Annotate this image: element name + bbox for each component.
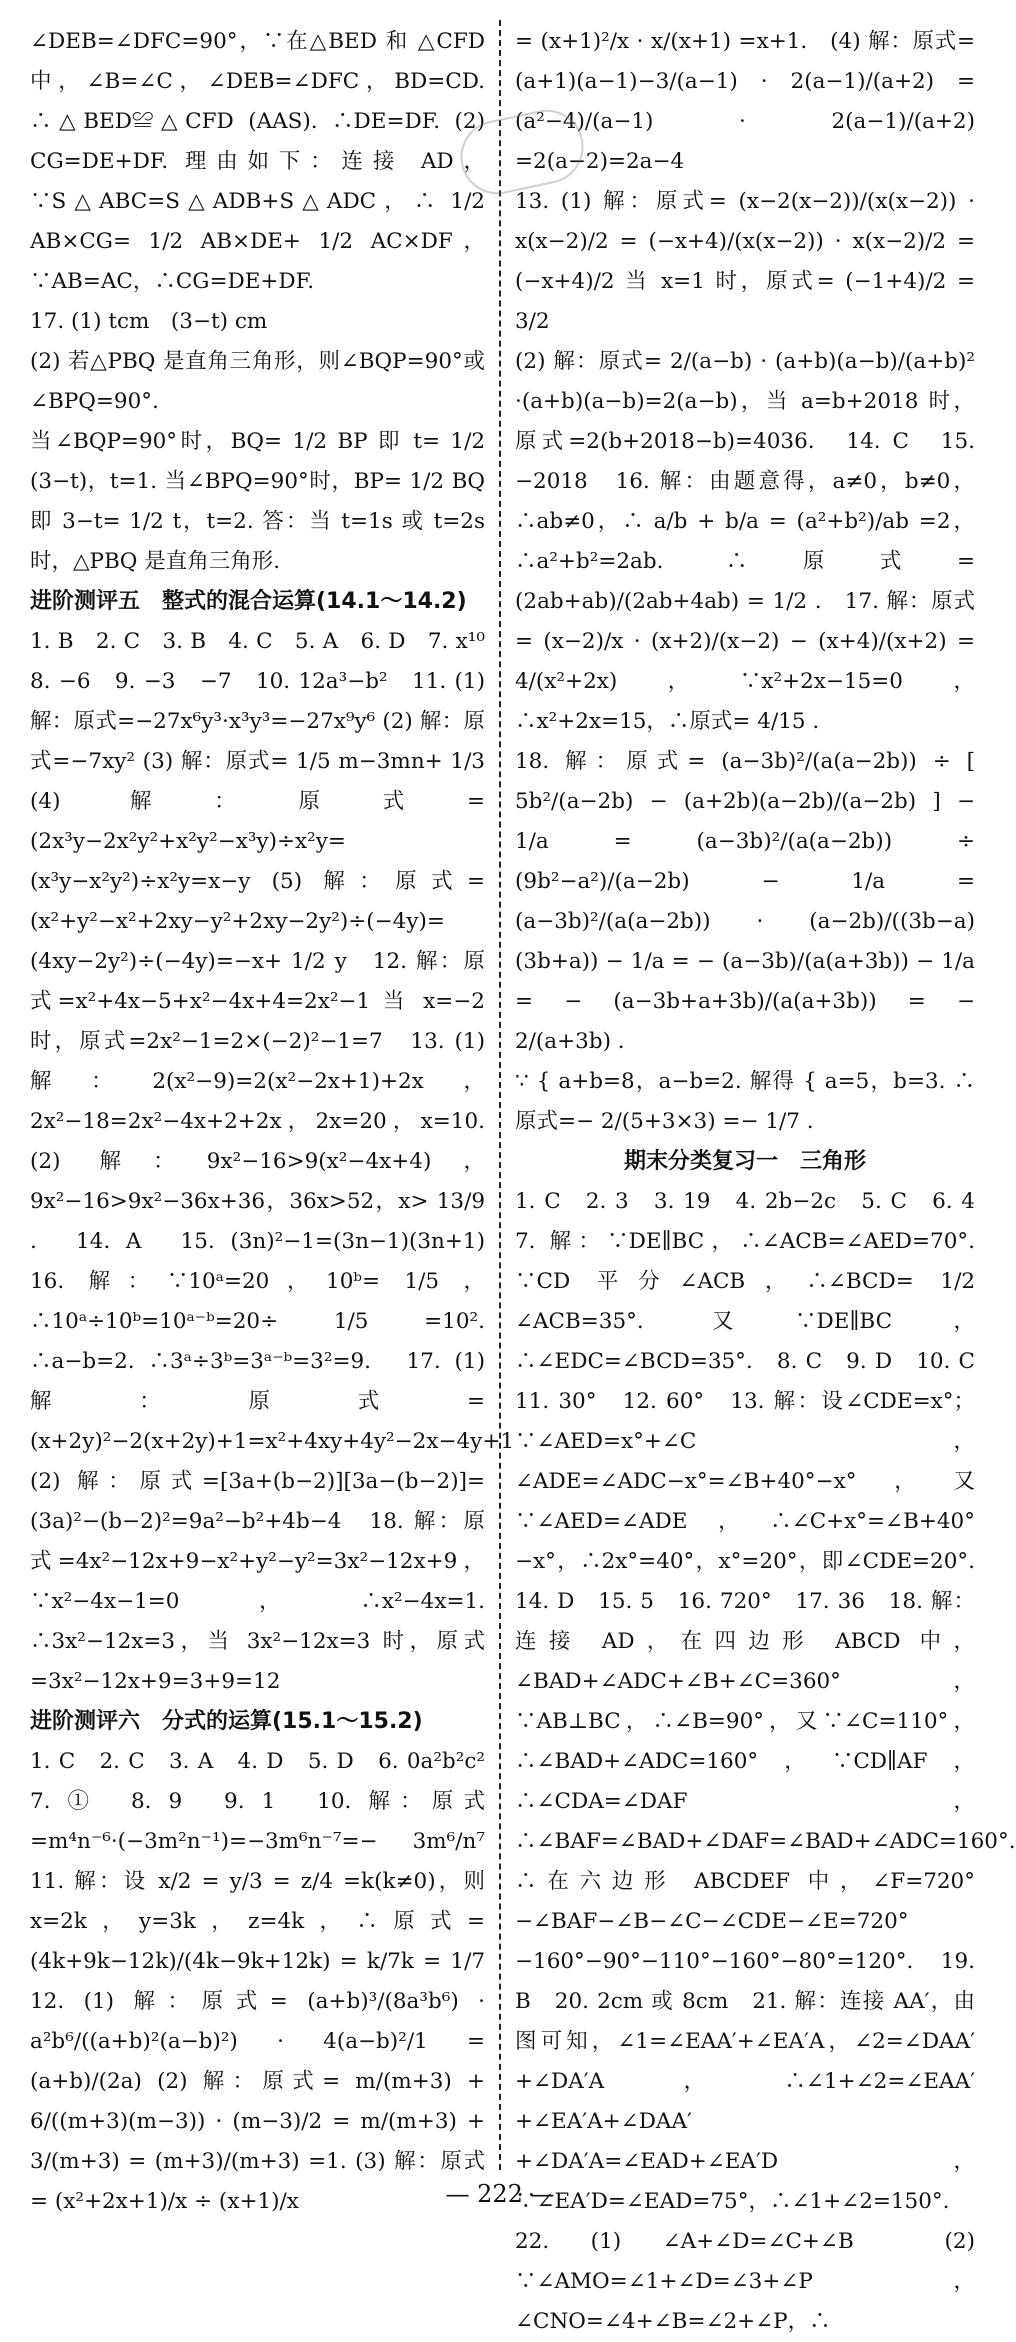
- answer-paragraph: = (x+1)²/x · x/(x+1) =x+1. (4) 解：原式= (a+1)(a−1)−3/(a−1) · 2(a−1)/(a+2) = (a²−4)/(a−1) · 2(a−1)/(a+2) =2(a−2)=2a−4: [515, 29, 975, 174]
- answer-paragraph: 1. B 2. C 3. B 4. C 5. A 6. D 7. x¹⁰ 8. −6 9. −3 −7 10. 12a³−b² 11. (1) 解：原式=−27x⁶y³·x³y³=−27x⁹y⁶ (2) 解：原式=−7xy² (3) 解：原式= 1/5 m−3mn+ 1/3 (4) 解：原式=(2x³y−2x²y²+x²y²−x³y)÷x²y=(x³y−x²y²)÷x²y=x−y (5) 解：原式=(x²+y²−x²+2xy−y²+2xy−2y²)÷(−4y)=(4xy−2y²)÷(−4y)=−x+ 1/2 y 12. 解：原式=x²+4x−5+x²−4x+4=2x²−1 当 x=−2 时，原式=2x²−1=2×(−2)²−1=7 13. (1) 解：2(x²−9)=2(x²−2x+1)+2x，2x²−18=2x²−4x+2+2x，2x=20，x=10. (2) 解：9x²−16>9(x²−4x+4)，9x²−16>9x²−36x+36，36x>52，x> 13/9 . 14. A 15. (3n)²−1=(3n−1)(3n+1) 16. 解：∵10ᵃ=20，10ᵇ= 1/5 ，∴10ᵃ÷10ᵇ=10ᵃ⁻ᵇ=20÷ 1/5 =10². ∴a−b=2. ∴3ᵃ÷3ᵇ=3ᵃ⁻ᵇ=3²=9. 17. (1) 解：原式=(x+2y)²−2(x+2y)+1=x²+4xy+4y²−2x−4y+1 (2) 解：原式=[3a+(b−2)][3a−(b−2)]=(3a)²−(b−2)²=9a²−b²+4b−4 18. 解：原式=4x²−12x+9−x²+y²−y²=3x²−12x+9，∵x²−4x−1=0，∴x²−4x=1. ∴3x²−12x=3，当 3x²−12x=3 时，原式=3x²−12x+9=3+9=12: [30, 629, 515, 1694]
- section-heading: 进阶测评六 分式的运算(15.1～15.2): [30, 1709, 423, 1734]
- answer-paragraph: (2) 若△PBQ 是直角三角形，则∠BQP=90°或∠BPQ=90°.: [30, 349, 485, 414]
- answer-paragraph: 22. (1) ∠A+∠D=∠C+∠B (2) ∵∠AMO=∠1+∠D=∠3+∠P，∠CNO=∠4+∠B=∠2+∠P，∴: [515, 2229, 975, 2334]
- page-number: — 222 —: [445, 2180, 555, 2208]
- answer-paragraph: 当∠BQP=90°时，BQ= 1/2 BP 即 t= 1/2 (3−t)，t=1. 当∠BPQ=90°时，BP= 1/2 BQ 即 3−t= 1/2 t，t=2. 答：当 t=1s 或 t=2s 时，△PBQ 是直角三角形.: [30, 429, 485, 574]
- column-divider: [499, 20, 501, 2170]
- answer-paragraph: 13. (1) 解：原式= (x−2(x−2))/(x(x−2)) · x(x−2)/2 = (−x+4)/(x(x−2)) · x(x−2)/2 = (−x+4)/2 当 x=1 时，原式= (−1+4)/2 = 3/2: [515, 189, 975, 334]
- left-column: [30, 22, 515, 2214]
- answer-paragraph: 1. C 2. 3 3. 19 4. 2b−2c 5. C 6. 4 7. 解：∵DE∥BC，∴∠ACB=∠AED=70°. ∵CD 平分∠ACB，∴∠BCD= 1/2 ∠ACB=35°. 又∵DE∥BC，∴∠EDC=∠BCD=35°. 8. C 9. D 10. C 11. 30° 12. 60° 13. 解：设∠CDE=x°；∵∠AED=x°+∠C，∠ADE=∠ADC−x°=∠B+40°−x°，又∵∠AED=∠ADE，∴∠C+x°=∠B+40°−x°，∴2x°=40°，x°=20°，即∠CDE=20°. 14. D 15. 5 16. 720° 17. 36 18. 解：连接 AD，在四边形 ABCD 中，∠BAD+∠ADC+∠B+∠C=360°，∵AB⊥BC，∴∠B=90°，又∵∠C=110°，∴∠BAD+∠ADC=160°，∵CD∥AF，∴∠CDA=∠DAF，∴∠BAF=∠BAD+∠DAF=∠BAD+∠ADC=160°. ∴在六边形 ABCDEF 中，∠F=720°−∠BAF−∠B−∠C−∠CDE−∠E=720°−160°−90°−110°−160°−80°=120°. 19. B 20. 2cm 或 8cm 21. 解：连接 AA′，由图可知，∠1=∠EAA′+∠EA′A，∠2=∠DAA′+∠DA′A，∴∠1+∠2=∠EAA′+∠EA′A+∠DAA′+∠DA′A=∠EAD+∠EA′D，∵∠EA′D=∠EAD=75°，∴∠1+∠2=150°.: [515, 1189, 1016, 2214]
- section-heading: 期末分类复习一 三角形: [623, 1149, 866, 1174]
- answer-paragraph: ∵ { a+b=8，a−b=2. 解得 { a=5，b=3. ∴原式=− 2/(5+3×3) =− 1/7 .: [515, 1069, 975, 1134]
- right-column: [515, 22, 1016, 2334]
- section-heading: 进阶测评五 整式的混合运算(14.1～14.2): [30, 589, 467, 614]
- answer-paragraph: 17. (1) tcm (3−t) cm: [30, 309, 268, 334]
- answer-paragraph: 1. C 2. C 3. A 4. D 5. D 6. 0a²b²c² 7. ① 8. 9 9. 1 10. 解：原式=m⁴n⁻⁶·(−3m²n⁻¹)=−3m⁶n⁻⁷=− 3m⁶/n⁷ 11. 解：设 x/2 = y/3 = z/4 =k(k≠0)，则 x=2k，y=3k，z=4k，∴原式= (4k+9k−12k)/(4k−9k+12k) = k/7k = 1/7 12. (1) 解：原式= (a+b)³/(8a³b⁶) · a²b⁶/((a+b)²(a−b)²) · 4(a−b)²/1 = (a+b)/(2a) (2) 解：原式= m/(m+3) + 6/((m+3)(m−3)) · (m−3)/2 = m/(m+3) + 3/(m+3) = (m+3)/(m+3) =1. (3) 解：原式= (x²+2x+1)/x ÷ (x+1)/x: [30, 1749, 507, 2214]
- answer-paragraph: (2) 解：原式= 2/(a−b) · (a+b)(a−b)/(a+b)² ·(a+b)(a−b)=2(a−b)，当 a=b+2018 时，原式=2(b+2018−b)=4036. 14. C 15. −2018 16. 解：由题意得，a≠0，b≠0，∴ab≠0，∴ a/b + b/a = (a²+b²)/ab =2，∴a²+b²=2ab. ∴原式= (2ab+ab)/(2ab+4ab) = 1/2 . 17. 解：原式= (x−2)/x · (x+2)/(x−2) − (x+4)/(x+2) = 4/(x²+2x)，∵x²+2x−15=0，∴x²+2x=15，∴原式= 4/15 .: [515, 349, 975, 734]
- answer-paragraph: 18. 解：原式= (a−3b)²/(a(a−2b)) ÷ [ 5b²/(a−2b) − (a+2b)(a−2b)/(a−2b) ] − 1/a = (a−3b)²/(a(a−2b)) ÷ (9b²−a²)/(a−2b) − 1/a = (a−3b)²/(a(a−2b)) · (a−2b)/((3b−a)(3b+a)) − 1/a = − (a−3b)/(a(a+3b)) − 1/a = − (a−3b+a+3b)/(a(a+3b)) = − 2/(a+3b) .: [515, 749, 975, 1054]
- answer-paragraph: ∠DEB=∠DFC=90°，∵在△BED 和 △CFD 中，∠B=∠C，∠DEB=∠DFC，BD=CD. ∴△BED≌△CFD (AAS). ∴DE=DF. (2) CG=DE+DF. 理由如下：连接 AD，∵S△ABC=S△ADB+S△ADC，∴ 1/2 AB×CG= 1/2 AB×DE+ 1/2 AC×DF，∵AB=AC，∴CG=DE+DF.: [30, 29, 485, 294]
